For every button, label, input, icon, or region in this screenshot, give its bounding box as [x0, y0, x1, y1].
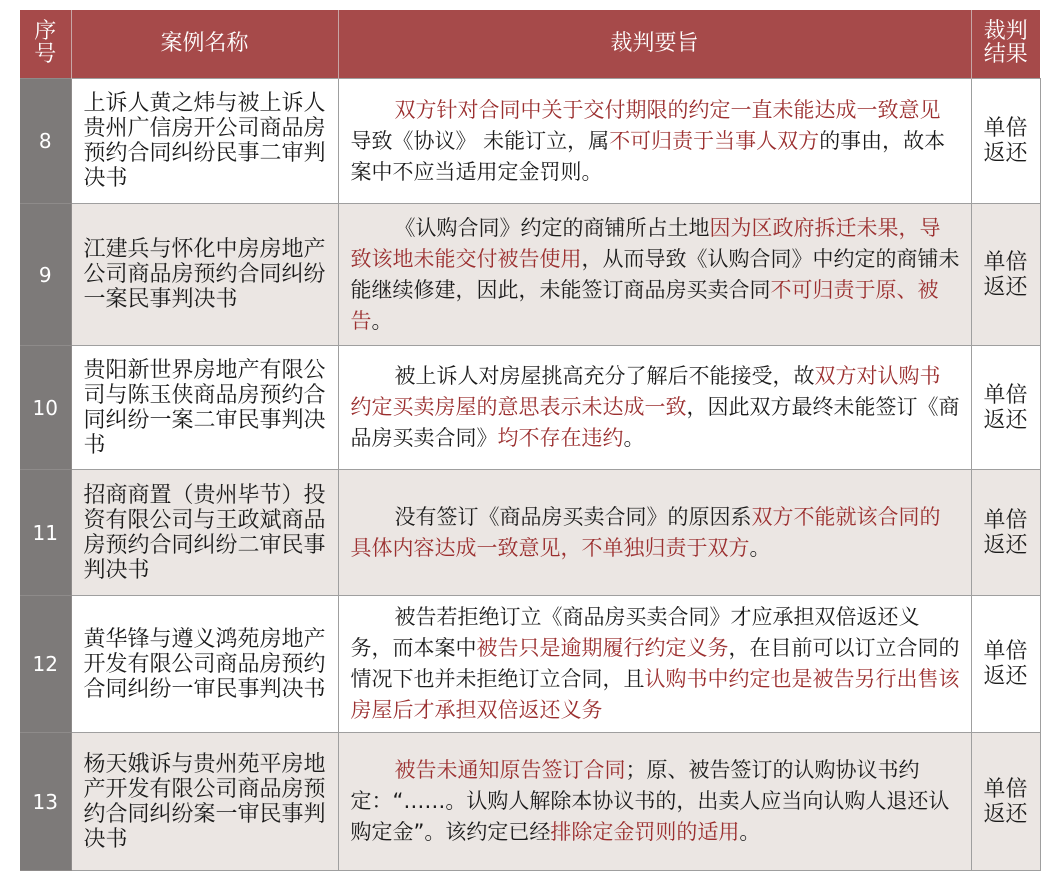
- judgment-result: 单倍返还: [971, 346, 1040, 470]
- gist-text: 导致《协议》 未能订立，属: [350, 128, 610, 153]
- table-header-row: [20, 10, 1040, 79]
- judgment-gist: [338, 79, 971, 204]
- case-table: [20, 10, 1041, 871]
- table-row: [20, 733, 1040, 871]
- gist-text: 没有签订《商品房买卖合同》的原因系: [394, 504, 752, 529]
- gist-text: 。: [739, 820, 761, 844]
- case-name: 黄华锋与遵义鸿苑房地产开发有限公司商品房预约合同纠纷一审民事判决书: [71, 596, 338, 733]
- table-row: [20, 204, 1040, 346]
- case-name: 杨天娥诉与贵州苑平房地产开发有限公司商品房预约合同纠纷案一审民事判决书: [71, 733, 338, 871]
- header-judgment-gist: 裁判要旨: [338, 10, 971, 79]
- judgment-gist: [338, 346, 971, 470]
- header-serial-number: 序号: [20, 10, 71, 79]
- table-row: [20, 79, 1040, 204]
- row-number: 10: [20, 346, 71, 470]
- judgment-gist: [338, 470, 971, 596]
- judgment-result: 单倍返还: [971, 470, 1040, 596]
- gist-text: 。: [371, 308, 393, 333]
- gist-text: ，从而导致《认购合同》中约定的商铺未能继续修建，因此，未能签订商品房买卖合同: [350, 246, 960, 302]
- gist-highlight: 排除定金罚则的适用: [550, 820, 740, 844]
- table-row: [20, 470, 1040, 596]
- table-row: [20, 596, 1040, 733]
- header-judgment-result: 裁判结果: [971, 10, 1040, 79]
- gist-highlight: 均不存在违约: [497, 426, 624, 450]
- gist-highlight: 双方针对合同中关于交付期限的约定一直未能达成一致意见: [394, 97, 941, 122]
- case-name: 贵阳新世界房地产有限公司与陈玉侠商品房预约合同纠纷一案二审民事判决书: [71, 346, 338, 470]
- gist-text: ；原、被告签订的认购协议书约定：“……。认购人解除本协议书的，出卖人应当向认购人退还认购定金”。该约定已经: [350, 758, 950, 844]
- gist-text: 《认购合同》约定的商铺所占土地: [394, 215, 710, 240]
- header-case-name: 案例名称: [71, 10, 338, 79]
- gist-highlight: 被告未通知原告签订合同: [394, 758, 626, 782]
- gist-highlight: 因为区政府拆迁未果，导致该地未能交付被告使用: [350, 215, 941, 271]
- gist-text: 。: [623, 426, 645, 450]
- judgment-gist: [338, 204, 971, 346]
- case-name: 招商商置（贵州毕节）投资有限公司与王政斌商品房预约合同纠纷二审民事判决书: [71, 470, 338, 596]
- row-number: 12: [20, 596, 71, 733]
- gist-text: 被告若拒绝订立《商品房买卖合同》才应承担双倍返还义务，而本案中: [350, 605, 920, 660]
- gist-highlight: 不可归责于原、被告: [350, 277, 939, 333]
- gist-highlight: 双方对认购书约定买卖房屋的意思表示未达成一致: [350, 364, 941, 419]
- row-number: 11: [20, 470, 71, 596]
- gist-text: 被上诉人对房屋挑高充分了解后不能接受，故: [394, 364, 815, 388]
- gist-text: 的事由，故本案中不应当适用定金罚则。: [350, 128, 946, 184]
- table-row: [20, 346, 1040, 470]
- row-number: 8: [20, 79, 71, 204]
- judgment-result: 单倍返还: [971, 733, 1040, 871]
- judgment-result: 单倍返还: [971, 596, 1040, 733]
- gist-text: 。: [749, 535, 771, 560]
- judgment-gist: [338, 733, 971, 871]
- row-number: 13: [20, 733, 71, 871]
- gist-highlight: 认购书中约定也是被告另行出售该房屋后才承担双倍返还义务: [350, 667, 960, 722]
- gist-highlight: 被告只是逾期履行约定义务: [476, 636, 729, 660]
- gist-text: ，因此双方最终未能签订《商品房买卖合同》: [350, 395, 960, 450]
- case-name: 江建兵与怀化中房房地产公司商品房预约合同纠纷一案民事判决书: [71, 204, 338, 346]
- judgment-result: 单倍返还: [971, 79, 1040, 204]
- judgment-result: 单倍返还: [971, 204, 1040, 346]
- gist-highlight: 不可归责于当事人双方: [609, 128, 820, 153]
- judgment-gist: [338, 596, 971, 733]
- gist-text: ，在目前可以订立合同的情况下也并未拒绝订立合同，且: [350, 636, 960, 691]
- case-name: 上诉人黄之炜与被上诉人贵州广信房开公司商品房预约合同纠纷民事二审判决书: [71, 79, 338, 204]
- row-number: 9: [20, 204, 71, 346]
- gist-highlight: 双方不能就该合同的具体内容达成一致意见，不单独归责于双方: [350, 504, 941, 560]
